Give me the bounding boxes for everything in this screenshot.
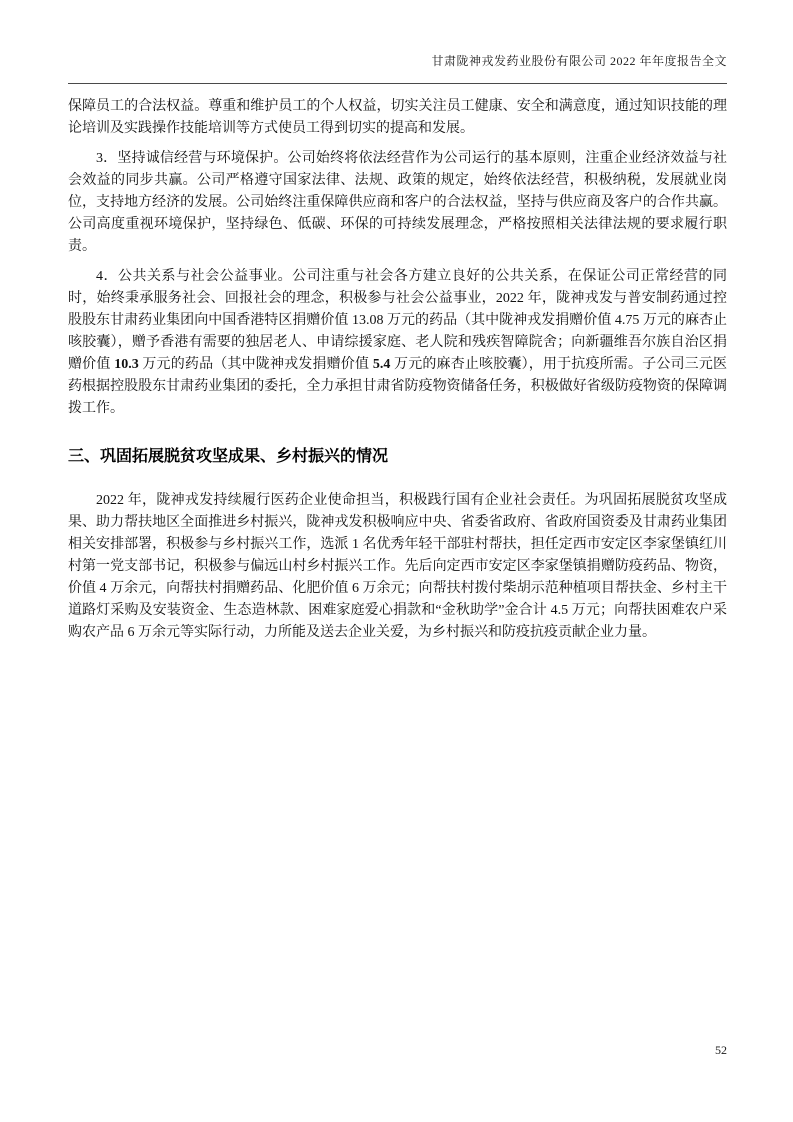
header-title: 甘肃陇神戎发药业股份有限公司 2022 年年度报告全文 — [431, 54, 727, 68]
text-run: 10.3 — [114, 357, 139, 372]
body-paragraph-integrity-environment: 3．坚持诚信经营与环境保护。公司始终将依法经营作为公司运行的基本原则，注重企业经济效益与社会效益的同步共赢。公司严格遵守国家法律、法规、政策的规定，始终依法经营，积极纳税，发展就业岗位，支持地方经济的发展。公司始终注重保障供应商和客户的合法权益，坚持与供应商及客户的合作共赢。公司高度重视环境保护，坚持绿色、低碳、环保的可持续发展理念，严格按照相关法律法规的要求履行职责。 — [68, 151, 727, 254]
page-number: 52 — [715, 1043, 727, 1057]
section-heading: 三、巩固拓展脱贫攻坚成果、乡村振兴的情况 — [68, 448, 389, 465]
text-run: 万元的麻杏止咳胶囊），用于抗疫所需。子公司三元医药根据控股股东甘肃药业集团的委托，全力承担甘肃省防疫物资储备任务，积极做好省级防疫物资的保障调拨工作。 — [68, 357, 728, 416]
text-run: 5.4 — [372, 357, 391, 372]
page-header — [68, 52, 727, 84]
text-run: 4．公共关系与社会公益事业。公司注重与社会各方建立良好的公共关系，在保证公司正常经营的同时，始终秉承服务社会、回报社会的理念，积极参与社会公益事业，2022 年，陇神戎发与普安制药通过控股股东甘肃药业集团向中国香港特区捐赠价值 13.08 万元的药品（其中陇神戎发捐赠价值 4.75 万元的麻杏止咳胶囊），赠予香港有需要的独居老人、申请综援家庭、老人院和残疾智障院舍；向新疆维吾尔族自治区捐赠价值 — [68, 269, 727, 372]
text-run: 万元的药品（其中陇神戎发捐赠价值 — [138, 357, 373, 372]
body-paragraph-public-welfare — [68, 266, 727, 420]
body-paragraph-employee-rights: 保障员工的合法权益。尊重和维护员工的个人权益，切实关注员工健康、安全和满意度，通过知识技能的理论培训及实践操作技能培训等方式使员工得到切实的提高和发展。 — [68, 99, 727, 136]
body-paragraph-rural-revitalization: 2022 年，陇神戎发持续履行医药企业使命担当，积极践行国有企业社会责任。为巩固拓展脱贫攻坚成果、助力帮扶地区全面推进乡村振兴，陇神戎发积极响应中央、省委省政府、省政府国资委及甘肃药业集团相关安排部署，积极参与乡村振兴工作，选派 1 名优秀年轻干部驻村帮扶，担任定西市安定区李家堡镇红川村第一党支部书记，积极参与偏远山村乡村振兴工作。先后向定西市安定区李家堡镇捐赠防疫药品、物资，价值 4 万余元，向帮扶村捐赠药品、化肥价值 6 万余元；向帮扶村拨付柴胡示范种植项目帮扶金、乡村主干道路灯采购及安装资金、生态造林款、困难家庭爱心捐款和“金秋助学”金合计 4.5 万元；向帮扶困难农户采购农产品 6 万余元等实际行动，力所能及送去企业关爱，为乡村振兴和防疫抗疫贡献企业力量。 — [68, 493, 727, 640]
document-body — [68, 96, 727, 652]
